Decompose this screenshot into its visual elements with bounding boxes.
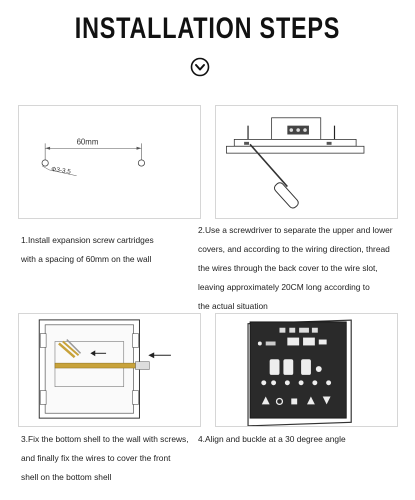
step-line: 4.Align and buckle at a 30 degree angle [198,434,346,444]
arrow-left-icon [148,352,171,358]
hole-right [138,160,144,166]
step4-illustration [215,313,398,427]
step1-illustration [18,105,201,219]
step-line: the wires through the back cover to the wire slot, [198,263,378,273]
step-2-text [198,221,393,316]
step2-illustration [215,105,398,219]
hole-left [42,160,48,166]
step-4-text [198,430,346,449]
step-line: shell on the bottom shell [21,472,112,482]
step-line: leaving approximately 20CM long according to [198,282,370,292]
step3-illustration [18,313,201,427]
step-line: 2.Use a screwdriver to separate the upper and lower [198,225,393,235]
step-line: covers, and according to the wiring direction, thread [198,244,390,254]
thermostat-side-view [226,118,364,153]
step-1-text [21,231,154,269]
step-line: and finally fix the wires to cover the front [21,453,171,463]
page-title: INSTALLATION STEPS [74,12,341,45]
step-line: 3.Fix the bottom shell to the wall with screws, [21,434,189,444]
hole-size-label: Φ3-3.5 [50,165,72,176]
chevron-down-circle-icon[interactable] [190,57,210,77]
step-3-text [21,430,189,487]
dimension-label: 60mm [76,137,99,147]
step-line: with a spacing of 60mm on the wall [21,254,152,264]
thermostat-front-panel [248,320,351,426]
back-plate [39,320,139,418]
step-line: the actual situation [198,301,268,311]
screwdriver-icon [250,144,300,209]
step-line: 1.Install expansion screw cartridges [21,235,154,245]
